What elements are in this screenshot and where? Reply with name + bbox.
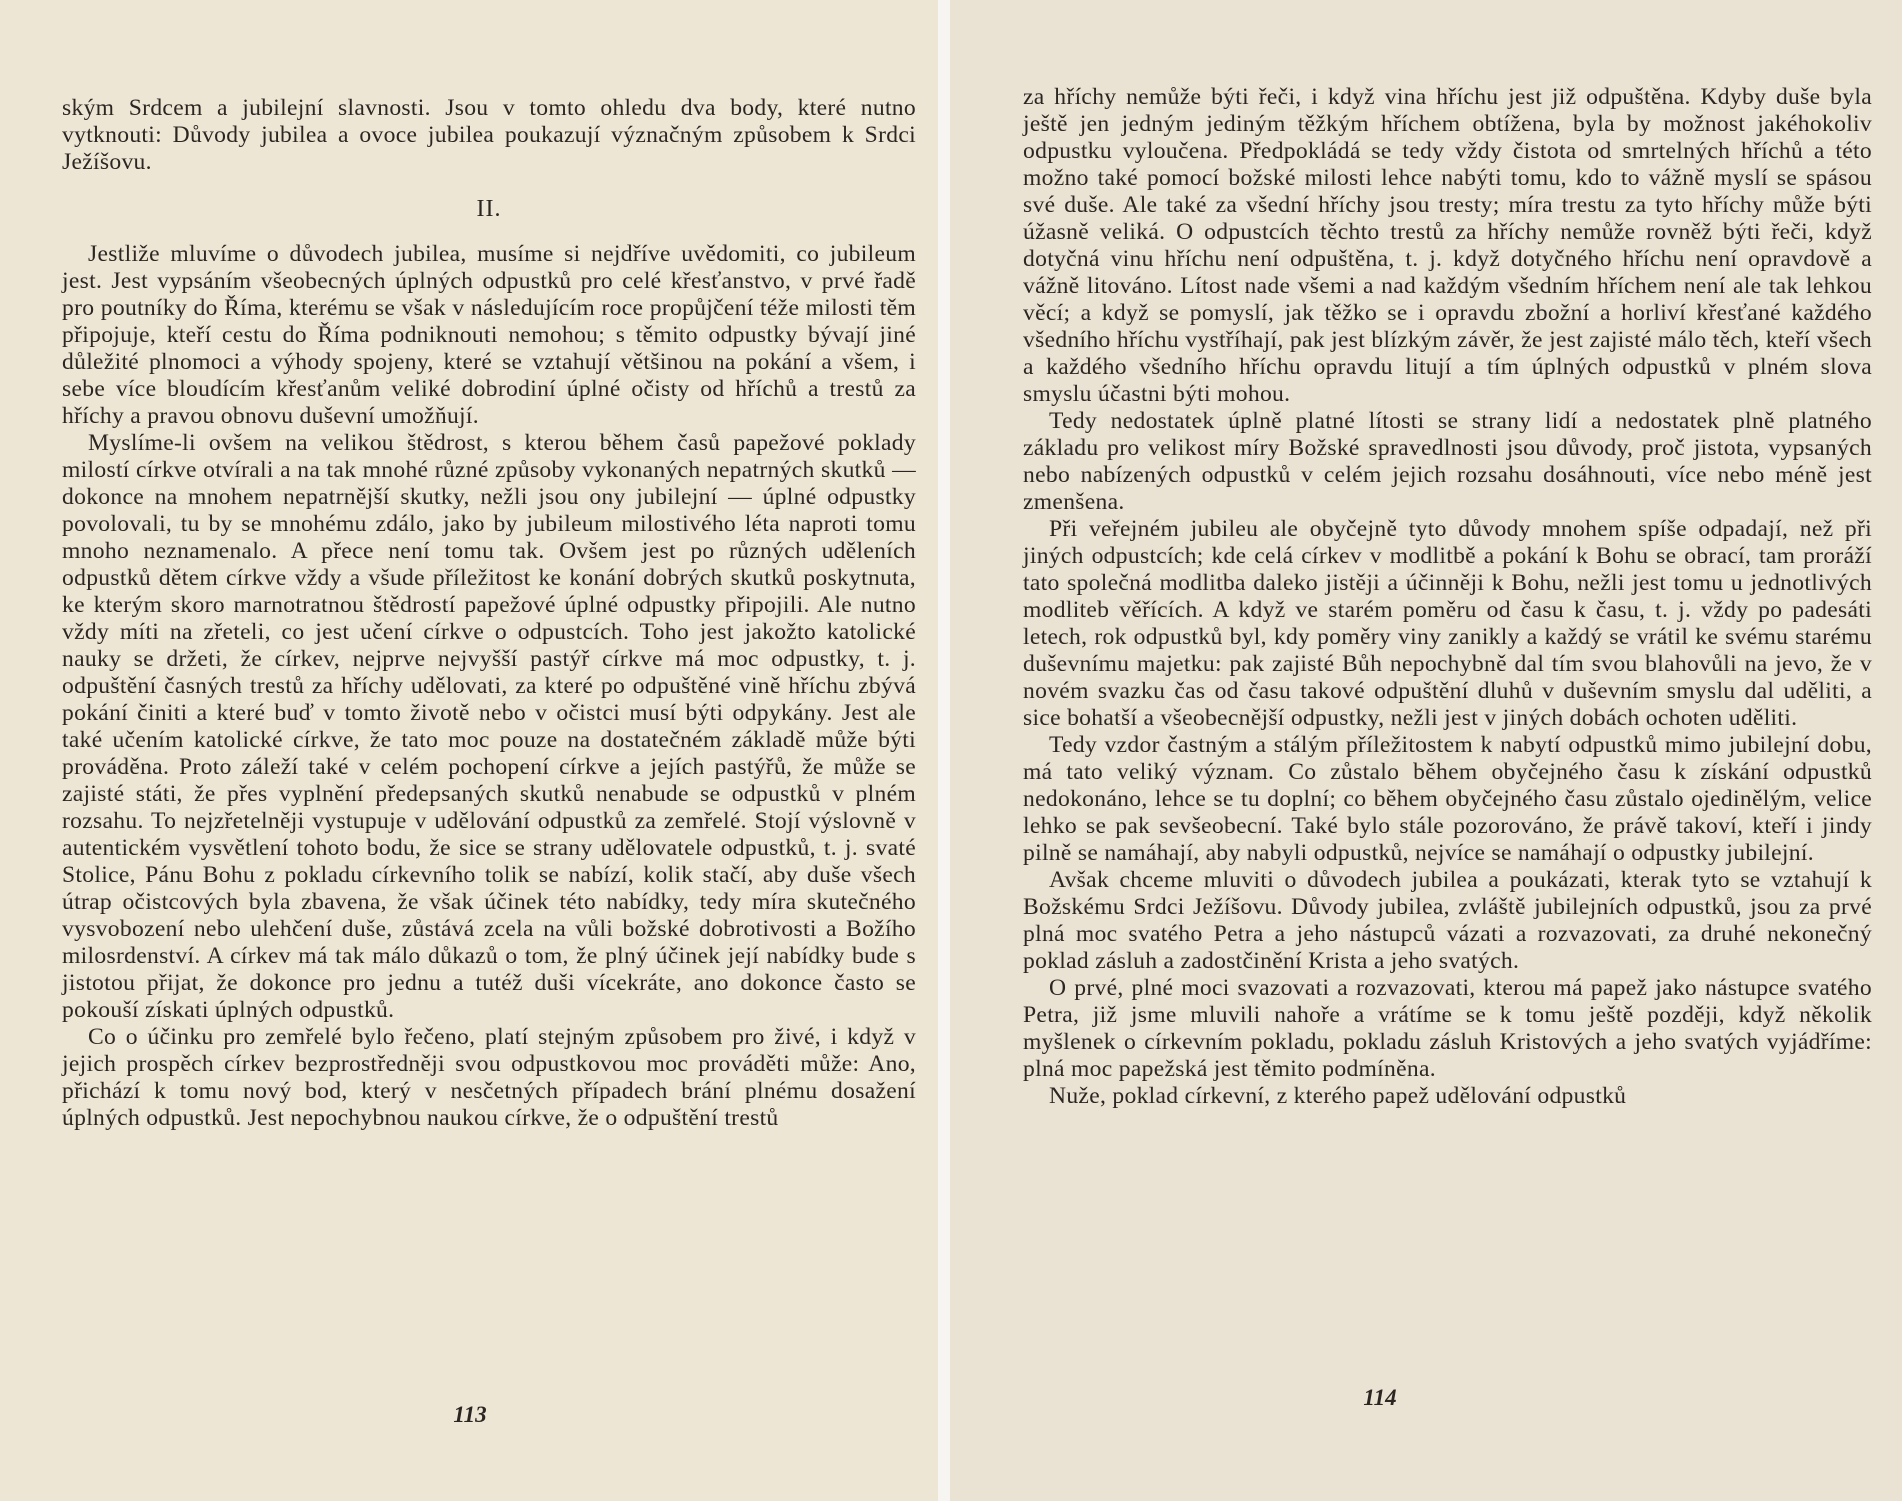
right-page	[950, 0, 1902, 1501]
right-paragraph: Tedy nedostatek úplně platné lítosti se strany lidí a nedostatek plně platného základu pro velikost míry Božské spravedlnosti jsou důvody, proč jistota, vypsaných nebo nabízených odpustků v celém jejich rozsahu dosáhnouti, více nebo méně jest zmenšena.	[1023, 408, 1872, 515]
right-paragraph: O prvé, plné moci svazovati a rozvazovati, kterou má papež jako nástupce svatého Petra, již jsme mluvili nahoře a vrátíme se k tomu ještě později, když několik myšlenek o církevním pokladu, pokladu zásluh Kristových a jeho svatých vyjádříme: plná moc papežská jest těmito podmíněna.	[1023, 975, 1872, 1082]
page-number-right: 114	[1363, 1385, 1397, 1410]
left-paragraph: Co o účinku pro zemřelé bylo řečeno, platí stejným způsobem pro živé, i když v jejich prospěch církev bezprostředněji svou odpustkovou moc prováděti může: Ano, přichází k tomu nový bod, který v nesčetných případech brání plnému dosažení úplných odpustků. Jest nepochybnou naukou církve, že o odpuštění trestů	[62, 1024, 916, 1131]
left-page	[0, 0, 938, 1501]
section-heading: II.	[476, 196, 502, 222]
left-paragraph: Myslíme-li ovšem na velikou štědrost, s kterou během časů papežové poklady milostí církve otvírali a na tak mnohé různé způsoby vykonaných nepatrných skutků — dokonce na mnohem nepatrnější skutky, nežli jsou ony jubilejní — úplné odpustky povolovali, tu by se mnohému zdálo, jako by jubileum milostivého léta naproti tomu mnoho neznamenalo. A přece není tomu tak. Ovšem jest po různých uděleních odpustků dětem církve vždy a všude příležitost ke konání dobrých skutků poskytnuta, ke kterým skoro marnotratnou štědrostí papežové úplné odpustky připojili. Ale nutno vždy míti na zřeteli, co jest učení církve o odpustcích. Toho jest jakožto katolické nauky se držeti, že církev, nejprve nejvyšší pastýř církve má moc odpustky, t. j. odpuštění časných trestů za hříchy udělovati, za které po odpuštěné vině hříchu zbývá pokání činiti a které buď v tomto životě nebo v očistci musí býti odpykány. Jest ale také učením katolické církve, že tato moc pouze na dostatečném základě může býti prováděna. Proto záleží také v celém pochopení církve a jejích pastýřů, že může se zajisté státi, že přes vyplnění předepsaných skutků nenabude se odpustků v plném rozsahu. To nejzřetelněji vystupuje v udělování odpustků za zemřelé. Stojí výslovně v autentickém vysvětlení tohoto bodu, že sice se strany udělovatele odpustků, t. j. svaté Stolice, Pánu Bohu z pokladu církevního tolik se nabízí, kolik stačí, aby duše všech útrap očistcových byla zbavena, že však účinek této nabídky, tedy míra skutečného vysvobození nebo ulehčení duše, zůstává zcela na vůli božské dobrotivosti a Božího milosrdenství. A církev má tak málo důkazů o tom, že plný účinek její nabídky bude s jistotou přijat, že dokonce pro jednu a tutéž duši vícekráte, ano dokonce často se pokouší získati úplných odpustků.	[62, 430, 916, 1023]
book-gutter	[938, 0, 950, 1501]
left-page-text	[0, 95, 938, 1132]
right-paragraph: Avšak chceme mluviti o důvodech jubilea a poukázati, kterak tyto se vztahují k Božskému Srdci Ježíšovu. Důvody jubilea, zvláště jubilejních odpustků, jsou za prvé plná moc svatého Petra a jeho nástupců vázati a rozvazovati, za druhé nekonečný poklad zásluh a zadostčinění Krista a jeho svatých.	[1023, 867, 1872, 974]
right-page-text	[950, 84, 1902, 1110]
right-paragraph: Tedy vzdor častným a stálým příležitostem k nabytí odpustků mimo jubilejní dobu, má tato veliký význam. Co zůstalo během obyčejného času k získání odpustků nedokonáno, lehce se tu doplní; co během obyčejného času zůstalo ojedinělým, velice lehko se pak sevšeobecní. Také bylo stále pozorováno, že právě takoví, kteří i jindy pilně se namáhají, aby nabyli odpustků, nejvíce se namáhají o odpustky jubilejní.	[1023, 732, 1872, 866]
right-paragraph: Při veřejném jubileu ale obyčejně tyto důvody mnohem spíše odpadají, než při jiných odpustcích; kde celá církev v modlitbě a pokání k Bohu se obrací, tam proráží tato společná modlitba daleko jistěji a účinněji k Bohu, nežli jest tomu u jednotlivých modliteb věřících. A když ve starém poměru od času k času, t. j. vždy po padesáti letech, rok odpustků byl, kdy poměry viny zanikly a každý se vrátil ke svému starému duševnímu majetku: pak zajisté Bůh nepochybně dal tím svou blahovůli na jevo, že v novém svazku čas od času takové odpuštění dluhů v duševním smyslu dal uděliti, a sice bohatší a všeobecnější odpustky, nežli jest v jiných dobách ochoten uděliti.	[1023, 516, 1872, 731]
left-paragraph: Jestliže mluvíme o důvodech jubilea, musíme si nejdříve uvědomiti, co jubileum jest. Jest vypsáním všeobecných úplných odpustků pro celé křesťanstvo, v prvé řadě pro poutníky do Říma, kterému se však v následujícím roce propůjčení téže milosti těm připojuje, kteří cestu do Říma podniknouti nemohou; s těmito odpustky bývají jiné důležité plnomoci a výhody spojeny, které se vztahují většinou na pokání a všem, i sebe více bloudícím křesťanům veliké dobrodiní úplné očisty od hříchů a trestů za hříchy a pravou obnovu duševní umožňují.	[62, 241, 916, 429]
left-opening-paragraph: ským Srdcem a jubilejní slavnosti. Jsou v tomto ohledu dva body, které nutno vytknouti: Důvody jubilea a ovoce jubilea poukazují význačným způsobem k Srdci Ježíšovu.	[62, 95, 916, 175]
page-number-left: 113	[453, 1402, 487, 1427]
right-opening-paragraph: za hříchy nemůže býti řeči, i když vina hříchu jest již odpuštěna. Kdyby duše byla ještě jen jedným jediným těžkým hříchem obtížena, byla by možnost jakéhokoliv odpustku vyloučena. Předpokládá se tedy vždy čistota od smrtelných hříchů a této možno také pomocí božské milosti lehce nabýti tomu, kdo to vážně myslí se spásou své duše. Ale také za všední hříchy jsou tresty; míra trestu za tyto hříchy může býti úžasně veliká. O odpustcích těchto trestů za hříchy nemůže rovněž býti řeči, když dotyčná vinu hříchu není odpuštěna, t. j. když dotyčného hříchu není opravdově a vážně litováno. Lítost nade všemi a nad každým všedním hříchem není ale tak lehkou věcí; a když se pomyslí, jak těžko se i opravdu zbožní a horliví křesťané každého všedního hříchu vystříhají, pak jest blízkým závěr, že jest zajisté málo těch, kteří všech a každého všedního hříchu opravdu litují a tím úplných odpustků v plném slova smyslu účastni býti mohou.	[1023, 84, 1872, 407]
right-paragraph: Nuže, poklad církevní, z kterého papež udělování odpustků	[1049, 1083, 1627, 1109]
